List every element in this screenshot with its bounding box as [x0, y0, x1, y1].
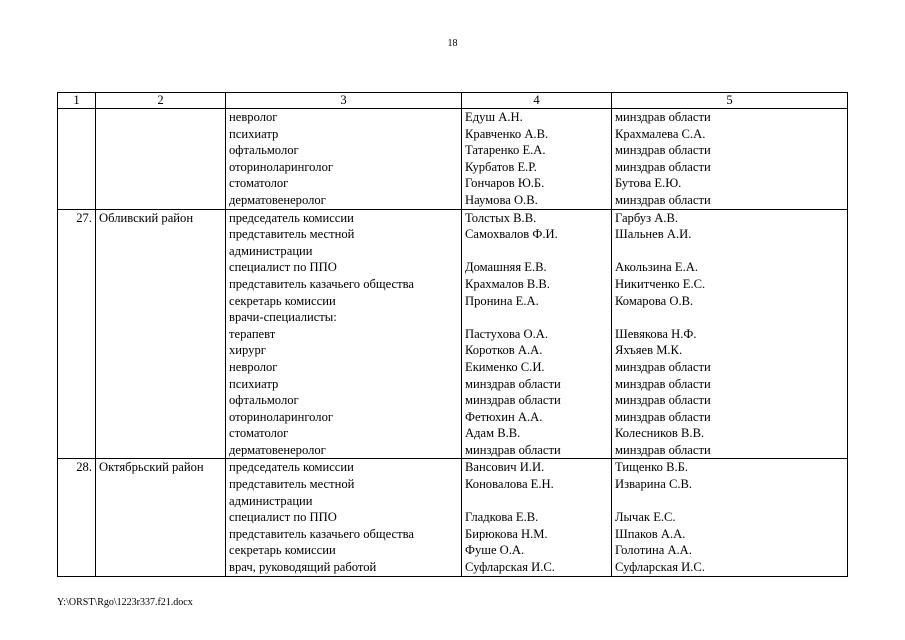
person-cell: Бирюкова Н.М.: [465, 526, 548, 541]
person-cell: Адам В.В.: [465, 426, 521, 441]
role-cell: стоматолог: [229, 426, 289, 441]
header-row: [58, 93, 848, 109]
person-cell: Гончаров Ю.Б.: [465, 176, 545, 191]
role-cell: офтальмолог: [229, 143, 299, 158]
reserve-cell: Никитченко Е.С.: [615, 276, 706, 291]
reserve-cell: минздрав области: [615, 159, 711, 174]
reserve-column: [612, 209, 848, 459]
reserve-cell: минздрав области: [615, 376, 711, 391]
reserve-cell: минздрав области: [615, 393, 711, 408]
reserve-cell: Акользина Е.А.: [615, 260, 699, 275]
person-cell: Вансович И.И.: [465, 460, 545, 475]
role-cell: специалист по ППО: [229, 510, 337, 525]
person-cell: Курбатов Е.Р.: [465, 159, 537, 174]
person-cell: Пронина Е.А.: [465, 293, 539, 308]
role-cell: секретарь комиссии: [229, 293, 336, 308]
table-body: [58, 109, 848, 577]
person-cell: минздрав области: [465, 442, 561, 457]
reserve-cell: минздрав области: [615, 110, 711, 124]
role-cell: представитель казачьего общества: [229, 276, 414, 291]
reserve-cell: Шальнев А.И.: [615, 227, 692, 242]
district-name: Октябрьский район: [96, 459, 226, 576]
role-cell: специалист по ППО: [229, 260, 337, 275]
row-number: 28.: [58, 459, 96, 576]
row-number: [58, 109, 96, 210]
role-cell: дерматовенеролог: [229, 192, 326, 207]
reserve-cell: [615, 243, 844, 260]
person-cell: [465, 309, 608, 326]
table-row: [58, 209, 848, 459]
reserve-cell: минздрав области: [615, 442, 711, 457]
reserve-cell: Комарова О.В.: [615, 293, 694, 308]
reserve-cell: минздрав области: [615, 409, 711, 424]
person-cell: [465, 493, 608, 510]
role-cell: невролог: [229, 359, 278, 374]
role-cell: офтальмолог: [229, 393, 299, 408]
role-cell: представитель казачьего общества: [229, 526, 414, 541]
role-cell: представитель местной: [229, 477, 355, 492]
reserve-cell: [615, 309, 844, 326]
header-col-3: 3: [226, 93, 462, 109]
district-name: [96, 109, 226, 210]
reserve-cell: минздрав области: [615, 359, 711, 374]
person-cell: Фуше О.А.: [465, 543, 525, 558]
table-row: [58, 459, 848, 576]
role-cell: оториноларинголог: [229, 159, 334, 174]
person-cell: Коновалова Е.Н.: [465, 477, 554, 492]
row-number: 27.: [58, 209, 96, 459]
reserve-column: [612, 109, 848, 210]
person-cell: Домашняя Е.В.: [465, 260, 547, 275]
person-cell: Толстых В.В.: [465, 210, 537, 225]
person-cell: минздрав области: [465, 376, 561, 391]
person-column: [462, 109, 612, 210]
person-cell: Татаренко Е.А.: [465, 143, 546, 158]
commission-table: [57, 92, 848, 577]
role-cell: представитель местной: [229, 227, 355, 242]
role-cell: дерматовенеролог: [229, 442, 326, 457]
header-col-1: 1: [58, 93, 96, 109]
person-column: [462, 459, 612, 576]
role-cell: администрации: [229, 493, 313, 508]
reserve-cell: Шпаков А.А.: [615, 526, 686, 541]
reserve-cell: минздрав области: [615, 143, 711, 158]
reserve-cell: Суфларская И.С.: [615, 560, 705, 575]
reserve-cell: Шевякова Н.Ф.: [615, 326, 697, 341]
footer-file-path: Y:\ORST\Rgo\1223r337.f21.docx: [57, 597, 193, 608]
person-cell: Фетюхин А.А.: [465, 409, 543, 424]
role-cell: врач, руководящий работой: [229, 560, 377, 575]
person-column: [462, 209, 612, 459]
person-cell: Самохвалов Ф.И.: [465, 227, 558, 242]
person-cell: Наумова О.В.: [465, 192, 538, 207]
role-cell: невролог: [229, 110, 278, 124]
person-cell: Коротков А.А.: [465, 343, 543, 358]
reserve-cell: Яхъяев М.К.: [615, 343, 683, 358]
reserve-cell: Крахмалева С.А.: [615, 126, 706, 141]
reserve-cell: Голотина А.А.: [615, 543, 692, 558]
role-cell: председатель комиссии: [229, 460, 354, 475]
page-number: 18: [447, 38, 458, 49]
header-col-5: 5: [612, 93, 848, 109]
role-cell: врачи-специалисты:: [229, 310, 337, 325]
person-cell: Едуш А.Н.: [465, 110, 523, 124]
person-cell: Суфларская И.С.: [465, 560, 555, 575]
header-col-4: 4: [462, 93, 612, 109]
person-cell: Пастухова О.А.: [465, 326, 549, 341]
person-cell: [465, 243, 608, 260]
person-cell: Крахмалов В.В.: [465, 276, 550, 291]
role-column: [226, 209, 462, 459]
role-column: [226, 459, 462, 576]
reserve-cell: Колесников В.В.: [615, 426, 705, 441]
role-cell: секретарь комиссии: [229, 543, 336, 558]
reserve-cell: минздрав области: [615, 192, 711, 207]
role-cell: психиатр: [229, 126, 279, 141]
role-cell: администрации: [229, 243, 313, 258]
reserve-cell: Изварина С.В.: [615, 477, 693, 492]
reserve-cell: Бутова Е.Ю.: [615, 176, 682, 191]
table-row: [58, 109, 848, 210]
role-cell: хирург: [229, 343, 266, 358]
district-name: Обливский район: [96, 209, 226, 459]
reserve-cell: Гарбуз А.В.: [615, 210, 678, 225]
role-cell: оториноларинголог: [229, 409, 334, 424]
reserve-cell: [615, 493, 844, 510]
reserve-column: [612, 459, 848, 576]
role-cell: психиатр: [229, 376, 279, 391]
header-col-2: 2: [96, 93, 226, 109]
person-cell: минздрав области: [465, 393, 561, 408]
person-cell: Екименко С.И.: [465, 359, 545, 374]
reserve-cell: Тищенко В.Б.: [615, 460, 688, 475]
role-cell: стоматолог: [229, 176, 289, 191]
role-column: [226, 109, 462, 210]
role-cell: председатель комиссии: [229, 210, 354, 225]
person-cell: Гладкова Е.В.: [465, 510, 539, 525]
person-cell: Кравченко А.В.: [465, 126, 549, 141]
reserve-cell: Лычак Е.С.: [615, 510, 676, 525]
role-cell: терапевт: [229, 326, 276, 341]
